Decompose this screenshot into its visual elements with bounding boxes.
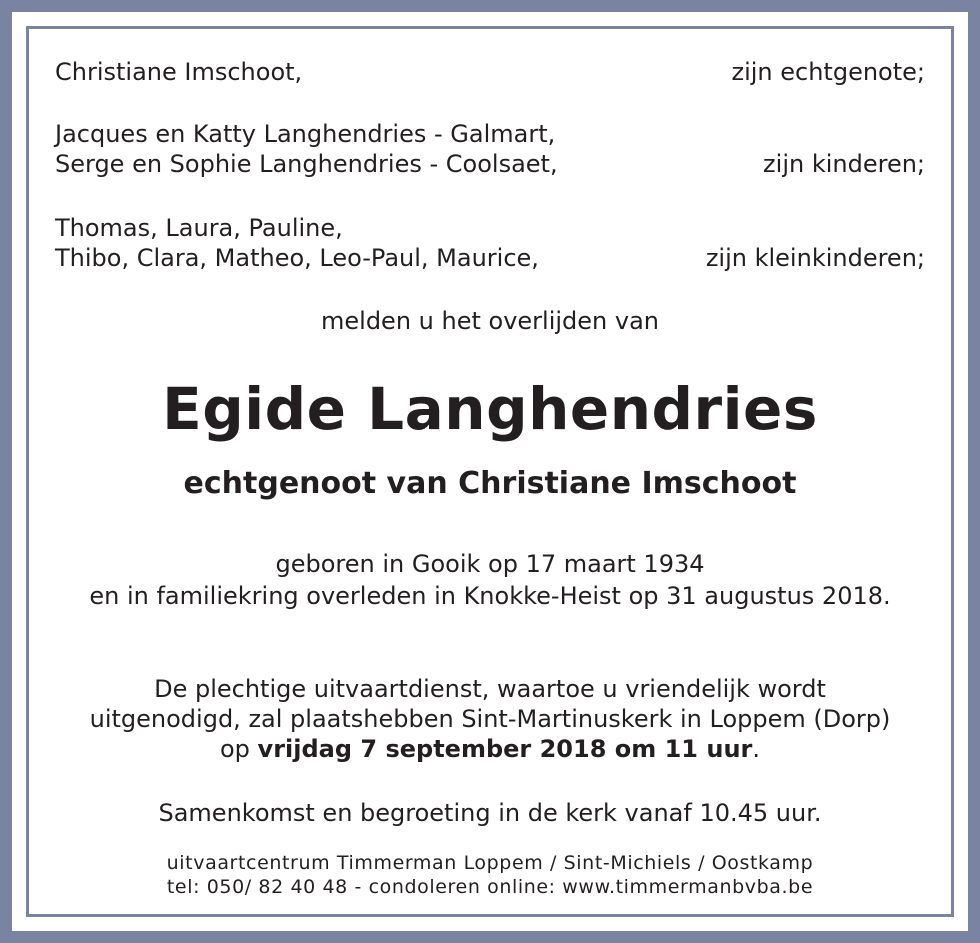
service-date-suffix: . [752, 735, 760, 763]
contact-line: tel: 050/ 82 40 48 - condoleren online: www.timmermanbvba.be [166, 876, 814, 898]
funeral-home-line: uitvaartcentrum Timmerman Loppem / Sint-Michiels / Oostkamp [166, 852, 814, 874]
gathering-line: Samenkomst en begroeting in de kerk vanaf 10.45 uur. [158, 799, 822, 827]
grandchildren-role: zijn kleinkinderen; [705, 244, 925, 272]
children-role: zijn kinderen; [763, 150, 925, 178]
service-line-2: uitgenodigd, zal plaatshebben Sint-Martinuskerk in Loppem (Dorp) [89, 705, 891, 733]
death-line: en in familiekring overleden in Knokke-Heist op 31 augustus 2018. [89, 582, 891, 610]
spouse-role: zijn echtgenote; [731, 58, 925, 86]
service-date: vrijdag 7 september 2018 om 11 uur [257, 735, 753, 763]
child-line-2: Serge en Sophie Langhendries - Coolsaet, [55, 150, 558, 178]
grandchild-line-1: Thomas, Laura, Pauline, [55, 214, 343, 242]
announcement-text: melden u het overlijden van [321, 307, 659, 335]
service-line-1: De plechtige uitvaartdienst, waartoe u vriendelijk wordt [154, 675, 826, 703]
deceased-relation: echtgenoot van Christiane Imschoot [183, 466, 797, 501]
service-date-prefix: op [220, 735, 258, 763]
grandchild-line-2: Thibo, Clara, Matheo, Leo-Paul, Maurice, [55, 244, 539, 272]
deceased-name: Egide Langhendries [162, 375, 818, 443]
child-line-1: Jacques en Katty Langhendries - Galmart, [55, 120, 556, 148]
obituary-card [26, 26, 954, 917]
service-line-3 [29, 734, 951, 764]
birth-line: geboren in Gooik op 17 maart 1934 [275, 550, 705, 578]
spouse-name: Christiane Imschoot, [55, 58, 303, 86]
